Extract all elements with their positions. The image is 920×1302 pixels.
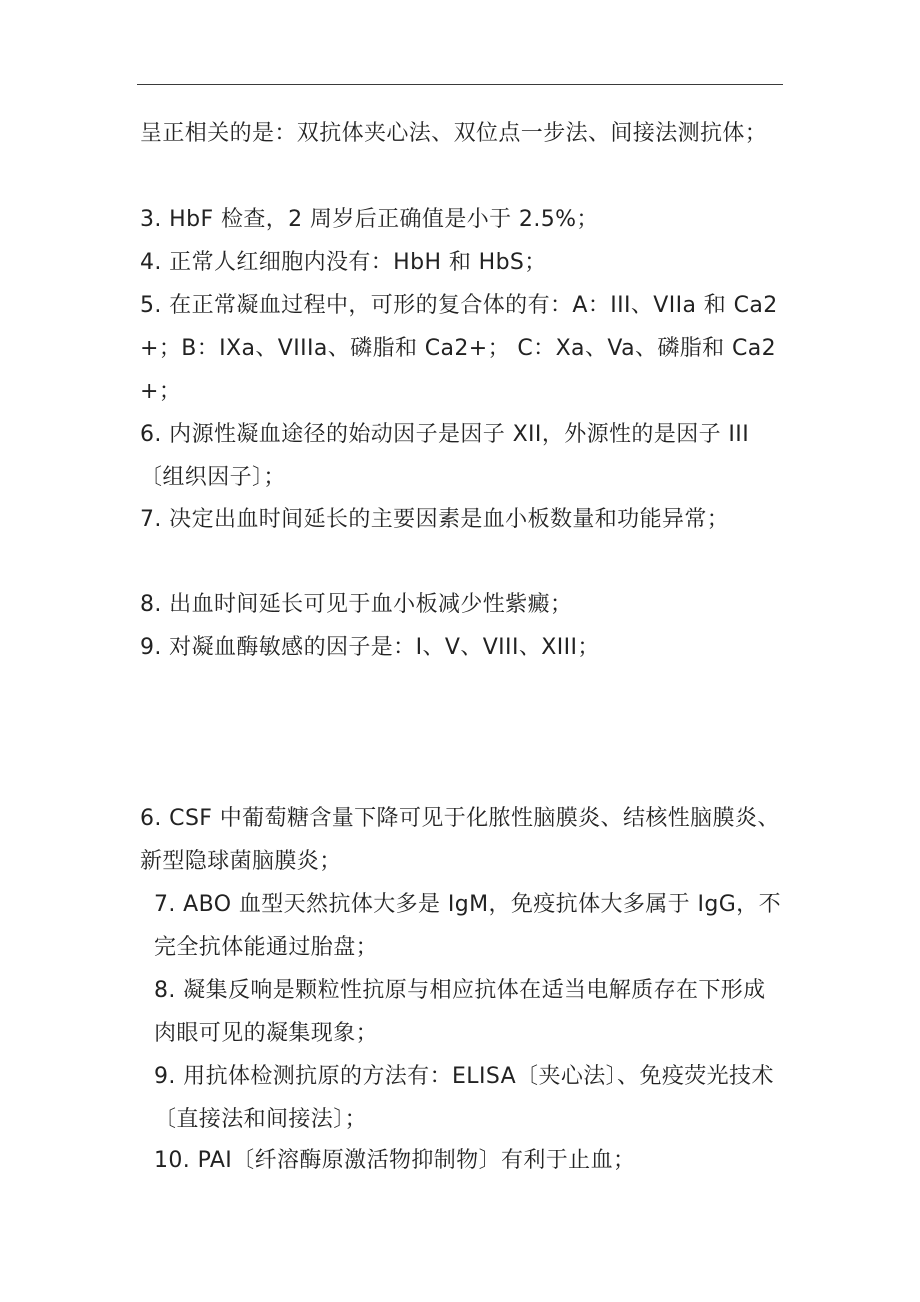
paragraph-bleeding-time-factor: 7. 决定出血时间延长的主要因素是血小板数量和功能异常； xyxy=(140,507,730,532)
paragraph-intrinsic-pathway: 6. 内源性凝血途径的始动因子是因子 XII，外源性的是因子 III〔组织因子〕； xyxy=(140,422,750,490)
paragraph-antigen-detection: 9. 用抗体检测抗原的方法有：ELISA〔夹心法〕、免疫荧光技术〔直接法和间接法〕； xyxy=(154,1064,774,1132)
paragraph-agglutination: 8. 凝集反响是颗粒性抗原与相应抗体在适当电解质存在下形成肉眼可见的凝集现象； xyxy=(154,978,766,1046)
paragraph-hbf: 3. HbF 检查，2 周岁后正确值是小于 2.5%； xyxy=(140,207,599,232)
paragraph-hbh-hbs: 4. 正常人红细胞内没有：HbH 和 HbS； xyxy=(140,250,547,275)
paragraph-bleeding-time-purpura: 8. 出血时间延长可见于血小板减少性紫癜； xyxy=(140,592,573,617)
paragraph-abo-antibody: 7. ABO 血型天然抗体大多是 IgM，免疫抗体大多属于 IgG，不完全抗体能通过胎盘； xyxy=(154,892,781,960)
paragraph-pai: 10. PAI〔纤溶酶原激活物抑制物〕有利于止血； xyxy=(154,1148,636,1173)
paragraph-csf-glucose: 6. CSF 中葡萄糖含量下降可见于化脓性脑膜炎、结核性脑膜炎、新型隐球菌脑膜炎； xyxy=(140,806,780,874)
paragraph-thrombin-sensitive: 9. 对凝血酶敏感的因子是：I、V、VIII、XIII； xyxy=(140,635,600,660)
paragraph-positive-correlation: 呈正相关的是：双抗体夹心法、双位点一步法、间接法测抗体； xyxy=(140,121,768,146)
paragraph-coagulation-complex: 5. 在正常凝血过程中，可形的复合体的有：A：III、VIIa 和 Ca2+；B：IXa、VIIIa、磷脂和 Ca2+； C：Xa、Va、磷脂和 Ca2+； xyxy=(140,293,778,404)
header-rule xyxy=(137,84,783,85)
